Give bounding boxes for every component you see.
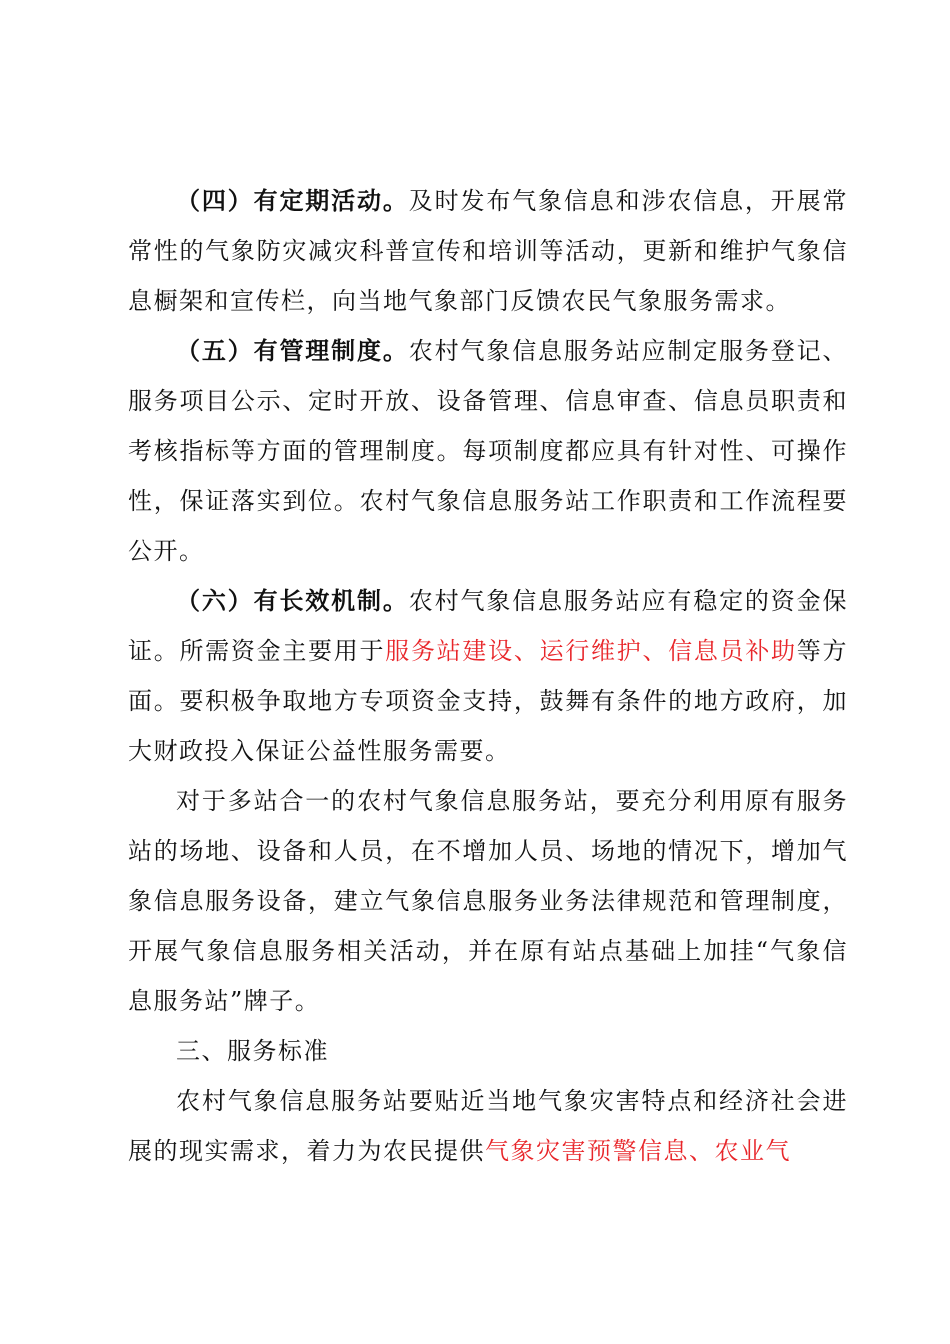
paragraph-multi-station: [128, 776, 848, 1026]
highlight-funding-uses: 服务站建设、运行维护、信息员补助: [385, 637, 797, 665]
text-section-heading: 三、服务标准: [176, 1037, 329, 1065]
text-service-standard: 农村气象信息服务站要贴近当地气象灾害特点和经济社会进展的现实需求，着力为农民提供: [128, 1087, 848, 1165]
text-multi-station: 对于多站合一的农村气象信息服务站，要充分利用原有服务站的场地、设备和人员，在不增加人员、场地的情况下，增加气象信息服务设备，建立气象信息服务业务法律规范和管理制度，开展气象信息服务相关活动，并在原有站点基础上加挂“气象信息服务站”牌子。: [128, 787, 848, 1015]
text-regular-activities: 及时发布气象信息和涉农信息，开展常常性的气象防灾减灾科普宣传和培训等活动，更新和维护气象信息橱架和宣传栏，向当地气象部门反馈农民气象服务需求。: [128, 187, 849, 315]
highlight-warning-info: 气象灾害预警信息、农业气: [485, 1137, 791, 1165]
paragraph-management-system: [128, 326, 848, 576]
heading-long-term-mechanism: （六）有长效机制。: [176, 586, 409, 615]
text-long-term-mechanism-b: 等方面。要积极争取地方专项资金支持，鼓舞有条件的地方政府，加大财政投入保证公益性服务需要。: [128, 637, 849, 765]
paragraph-service-standard: [128, 1076, 848, 1176]
paragraph-regular-activities: [128, 176, 848, 326]
text-management-system: 农村气象信息服务站应制定服务登记、服务项目公示、定时开放、设备管理、信息审查、信息员职责和考核指标等方面的管理制度。每项制度都应具有针对性、可操作性，保证落实到位。农村气象信息服务站工作职责和工作流程要公开。: [128, 337, 849, 565]
text-long-term-mechanism-a: 农村气象信息服务站应有稳定的资金保证。所需资金主要用于: [128, 587, 849, 665]
paragraph-long-term-mechanism: [128, 576, 848, 776]
section-heading-service-standard: [128, 1026, 848, 1076]
heading-regular-activities: （四）有定期活动。: [176, 186, 409, 215]
heading-management-system: （五）有管理制度。: [176, 336, 409, 365]
document-page: [128, 176, 848, 1176]
